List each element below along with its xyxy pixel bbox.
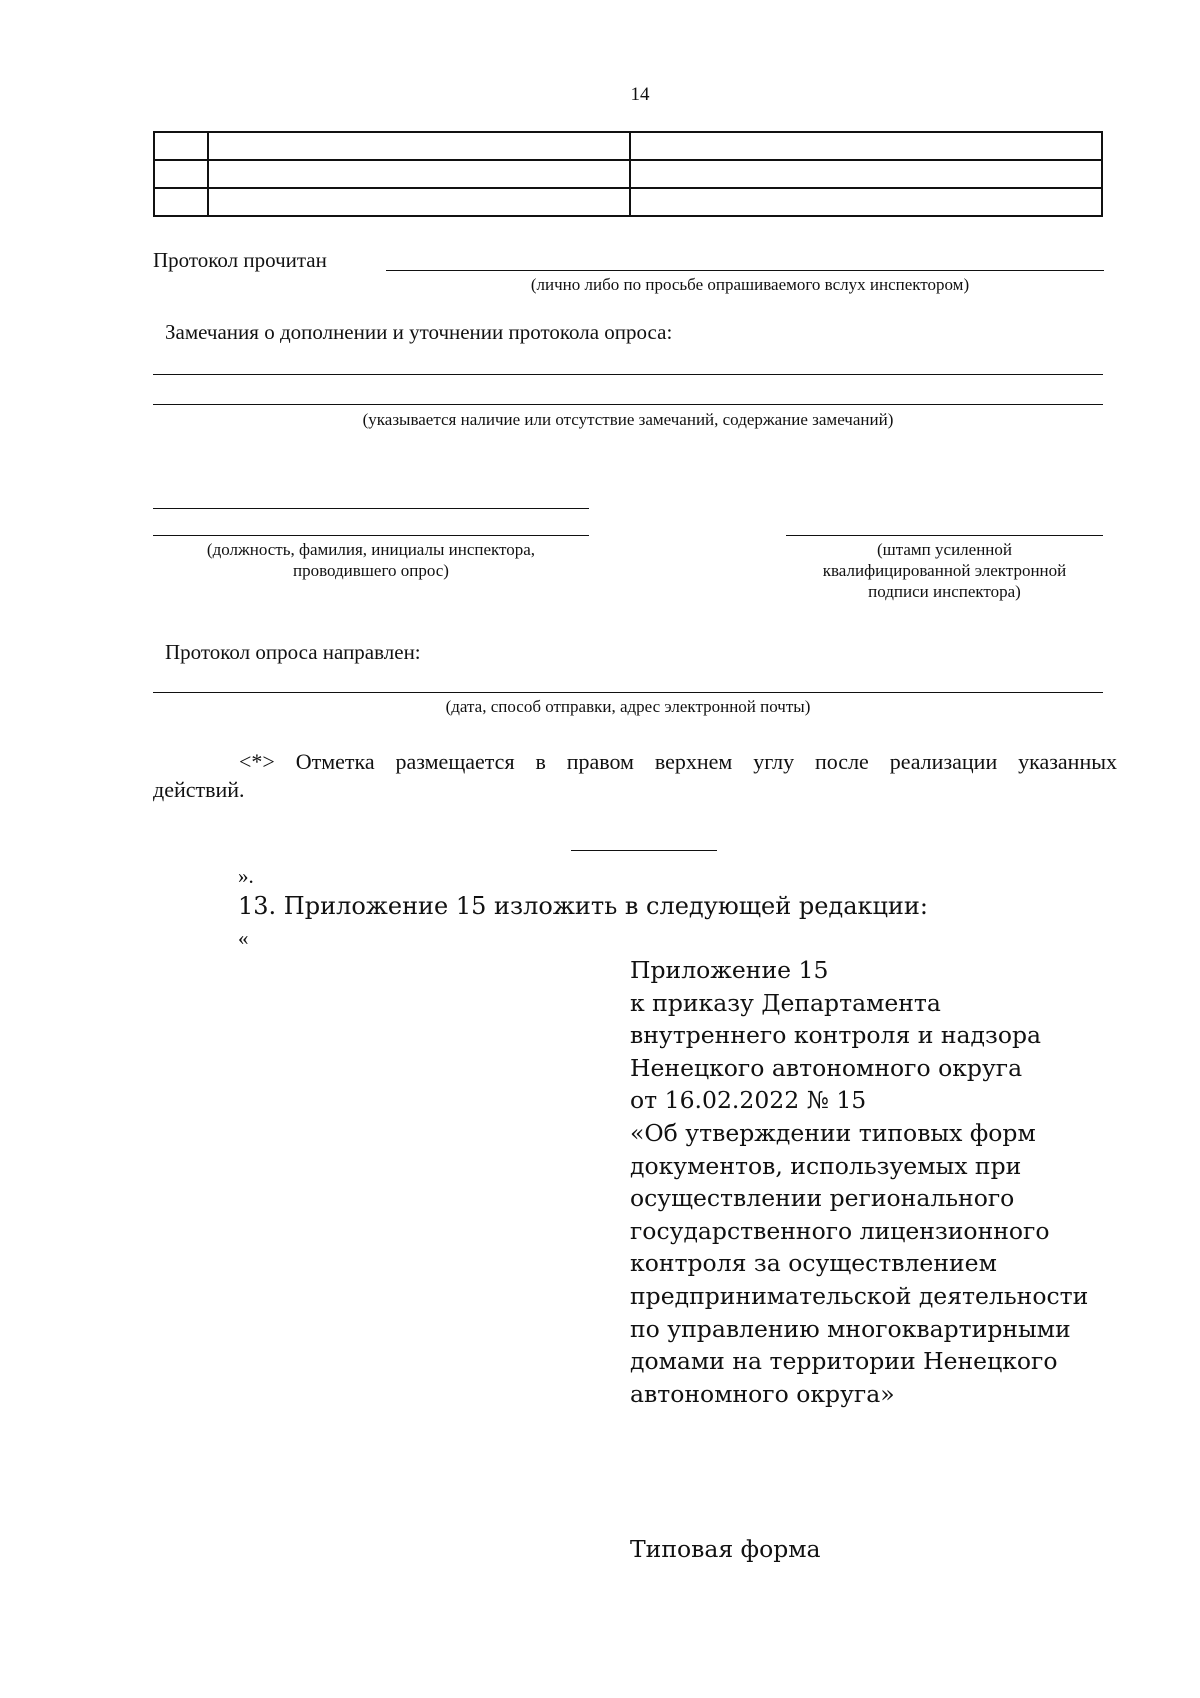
appendix-line: документов, используемых при bbox=[630, 1151, 1022, 1180]
closing-quote: ». bbox=[238, 864, 254, 888]
remarks-line-2 bbox=[153, 404, 1103, 405]
appendix-line: предпринимательской деятельности bbox=[630, 1281, 1089, 1310]
remarks-caption: (указывается наличие или отсутствие замечаний, содержание замечаний) bbox=[362, 410, 894, 429]
table-cell bbox=[630, 132, 1102, 160]
separator-line bbox=[571, 850, 717, 851]
appendix-line: контроля за осуществлением bbox=[630, 1249, 997, 1278]
typical-form-label: Типовая форма bbox=[630, 1535, 821, 1563]
appendix-line: внутреннего контроля и надзора bbox=[630, 1021, 1042, 1050]
appendix-line: Приложение 15 bbox=[630, 956, 829, 984]
table-cell bbox=[630, 160, 1102, 188]
appendix-line: государственного лицензионного bbox=[630, 1216, 1050, 1245]
stamp-line bbox=[786, 535, 1103, 536]
appendix-line: домами на территории Ненецкого bbox=[630, 1347, 1058, 1376]
amendment-text: 13. Приложение 15 изложить в следующей редакции: bbox=[238, 892, 929, 920]
appendix-line: по управлению многоквартирными bbox=[630, 1314, 1071, 1343]
footnote-line: действий. bbox=[153, 777, 245, 802]
table-cell bbox=[154, 132, 208, 160]
inspector-caption bbox=[153, 539, 589, 581]
inspector-caption-line: (должность, фамилия, инициалы инспектора, bbox=[206, 540, 536, 559]
appendix-line: к приказу Департамента bbox=[630, 988, 941, 1017]
table-cell bbox=[630, 188, 1102, 216]
opening-quote: « bbox=[238, 926, 249, 950]
appendix-line: «Об утверждении типовых форм bbox=[630, 1118, 1036, 1147]
table-row bbox=[154, 160, 1102, 188]
table-cell bbox=[154, 160, 208, 188]
appendix-line: осуществлении регионального bbox=[630, 1184, 1015, 1213]
table-cell bbox=[208, 188, 630, 216]
inspector-line-2 bbox=[153, 535, 589, 536]
appendix-line: от 16.02.2022 № 15 bbox=[630, 1086, 867, 1115]
stamp-caption-line: (штамп усиленной bbox=[876, 540, 1012, 559]
stamp-caption-line: подписи инспектора) bbox=[868, 582, 1021, 601]
footnote bbox=[153, 748, 1117, 804]
table-row bbox=[154, 188, 1102, 216]
stamp-caption bbox=[786, 539, 1103, 602]
appendix-line: Ненецкого автономного округа bbox=[630, 1053, 1023, 1082]
table-cell bbox=[208, 132, 630, 160]
table-cell bbox=[208, 160, 630, 188]
inspector-caption-line: проводившего опрос) bbox=[293, 561, 449, 580]
sent-line bbox=[153, 692, 1103, 693]
appendix-line: автономного округа» bbox=[630, 1379, 895, 1408]
footnote-line: <*> Отметка размещается в правом верхнем углу после реализации указанных bbox=[239, 749, 1117, 774]
protocol-table bbox=[153, 131, 1103, 217]
remarks-line-1 bbox=[153, 374, 1103, 375]
sent-caption: (дата, способ отправки, адрес электронной почты) bbox=[445, 697, 811, 716]
table-row bbox=[154, 132, 1102, 160]
remarks-label: Замечания о дополнении и уточнении протокола опроса: bbox=[165, 320, 673, 344]
page-number: 14 bbox=[630, 84, 650, 105]
appendix-header bbox=[630, 954, 1088, 1410]
protocol-read-caption: (лично либо по просьбе опрашиваемого вслух инспектором) bbox=[530, 275, 970, 294]
protocol-read-line bbox=[386, 270, 1104, 271]
inspector-line-1 bbox=[153, 508, 589, 509]
sent-label: Протокол опроса направлен: bbox=[165, 640, 421, 664]
protocol-read-label: Протокол прочитан bbox=[153, 248, 327, 272]
table-cell bbox=[154, 188, 208, 216]
stamp-caption-line: квалифицированной электронной bbox=[822, 561, 1067, 580]
